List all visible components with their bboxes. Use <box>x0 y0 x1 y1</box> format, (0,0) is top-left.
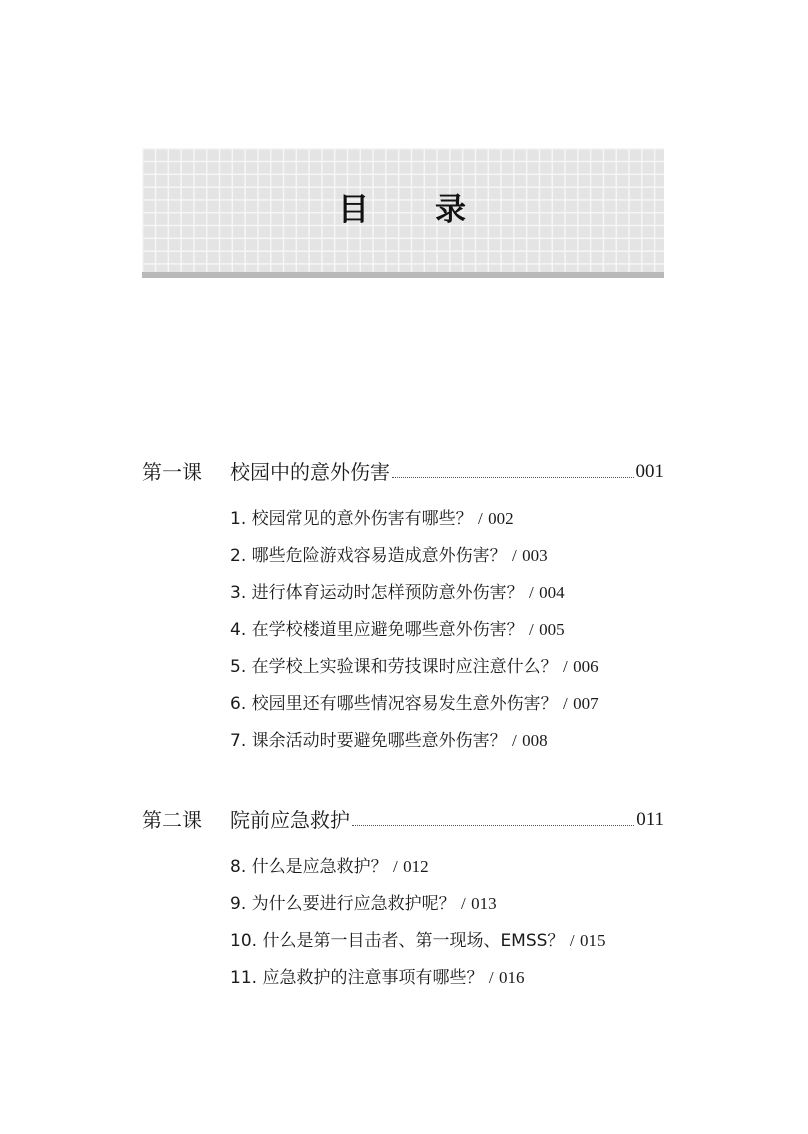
chapter-page-number: 011 <box>636 809 664 830</box>
title-banner <box>142 148 664 272</box>
toc-item-text: 10. 什么是第一目击者、第一现场、EMSS？ <box>230 931 565 951</box>
chapter-number: 第二课 <box>142 808 202 832</box>
dot-leader <box>392 477 634 478</box>
page-separator: / <box>393 857 398 876</box>
chapter-title: 校园中的意外伤害 <box>230 460 390 484</box>
toc-item[interactable] <box>230 693 599 715</box>
toc-item-text: 11. 应急救护的注意事项有哪些？ <box>230 968 484 988</box>
page-title-char-1: 目 <box>338 192 369 228</box>
page-separator: / <box>512 546 517 565</box>
page-separator: / <box>529 620 534 639</box>
toc-item[interactable] <box>230 545 548 567</box>
toc-item-text: 3. 进行体育运动时怎样预防意外伤害？ <box>230 583 524 603</box>
dot-leader <box>352 825 634 826</box>
toc-item[interactable] <box>230 582 565 604</box>
toc-item-page: 002 <box>488 509 514 528</box>
page-separator: / <box>563 694 568 713</box>
toc-item-page: 007 <box>573 694 599 713</box>
page-separator: / <box>569 931 575 950</box>
toc-item-text: 8. 什么是应急救护？ <box>230 857 388 877</box>
toc-item-page: 004 <box>539 583 565 602</box>
chapter-page-number: 001 <box>635 461 664 482</box>
chapter-heading-2[interactable] <box>142 803 664 833</box>
toc-item-page: 016 <box>499 968 525 987</box>
toc-item-page: 015 <box>579 931 606 950</box>
title-underline-bar <box>142 272 664 278</box>
toc-item[interactable] <box>230 930 605 952</box>
page-separator: / <box>529 583 534 602</box>
toc-item-text: 1. 校园常见的意外伤害有哪些？ <box>230 509 473 529</box>
toc-item[interactable] <box>230 656 599 678</box>
page-separator: / <box>478 509 483 528</box>
toc-item-text: 5. 在学校上实验课和劳技课时应注意什么？ <box>230 657 558 677</box>
toc-item-page: 005 <box>539 620 565 639</box>
page-separator: / <box>563 657 568 676</box>
page-separator: / <box>461 894 466 913</box>
toc-item-page: 013 <box>471 894 497 913</box>
page-separator: / <box>512 731 517 750</box>
toc-item-text: 2. 哪些危险游戏容易造成意外伤害？ <box>230 546 507 566</box>
toc-item-page: 012 <box>403 857 429 876</box>
toc-item-text: 4. 在学校楼道里应避免哪些意外伤害？ <box>230 620 524 640</box>
chapter-title: 院前应急救护 <box>230 808 350 832</box>
toc-item-text: 9. 为什么要进行应急救护呢？ <box>230 894 456 914</box>
toc-item-text: 7. 课余活动时要避免哪些意外伤害？ <box>230 731 507 751</box>
chapter-heading-1[interactable] <box>142 455 664 485</box>
toc-item[interactable] <box>230 893 497 915</box>
page-separator: / <box>488 968 494 987</box>
toc-item[interactable] <box>230 730 548 752</box>
toc-item-page: 006 <box>573 657 599 676</box>
toc-item-page: 008 <box>522 731 548 750</box>
toc-item-text: 6. 校园里还有哪些情况容易发生意外伤害？ <box>230 694 558 714</box>
toc-item-page: 003 <box>522 546 548 565</box>
toc-item[interactable] <box>230 967 525 989</box>
chapter-number: 第一课 <box>142 460 202 484</box>
toc-item[interactable] <box>230 508 514 530</box>
toc-item[interactable] <box>230 619 565 641</box>
toc-item[interactable] <box>230 856 429 878</box>
page-title-char-2: 录 <box>435 192 466 228</box>
